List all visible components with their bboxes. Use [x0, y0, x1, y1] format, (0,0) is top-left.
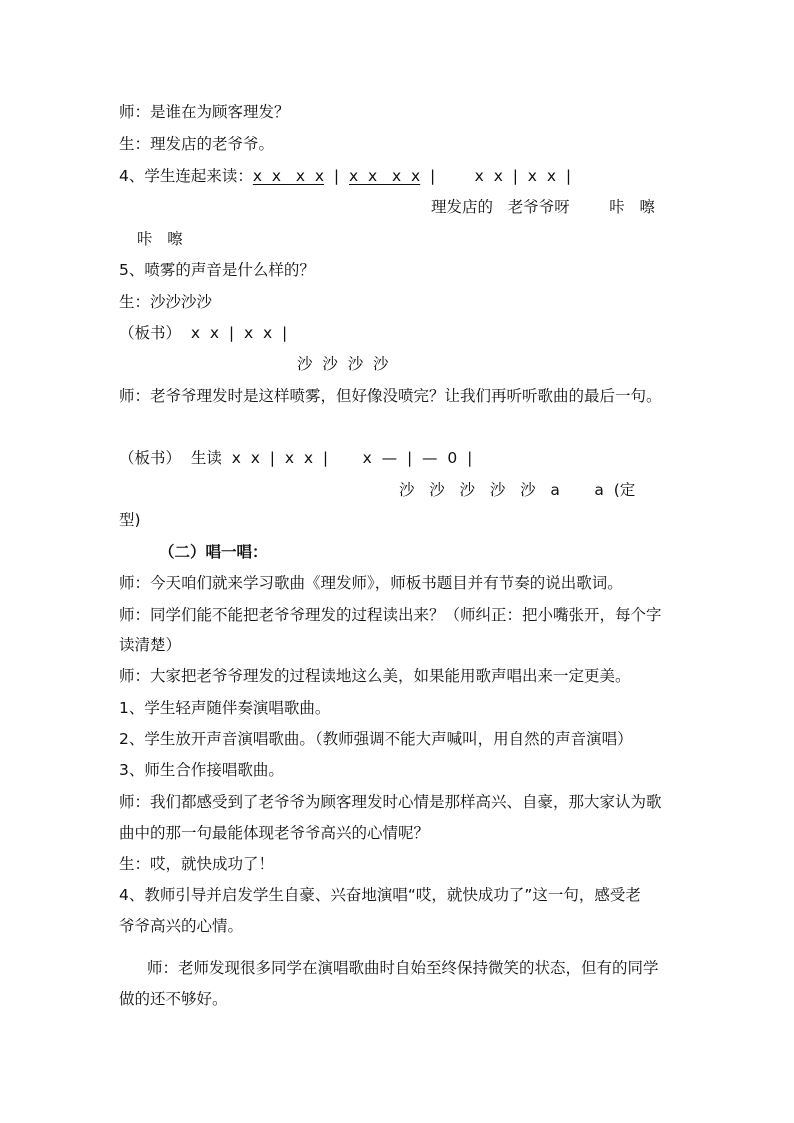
rhythm-underlined-1: x x x x — [252, 167, 325, 185]
rhythm-separator: | — [324, 167, 349, 185]
step-heading: 5、喷雾的声音是什么样的？ — [119, 261, 315, 279]
step-item: 3、师生合作接唱歌曲。 — [119, 761, 284, 779]
step-item: 1、学生轻声随伴奏演唱歌曲。 — [119, 699, 331, 717]
dialogue-student-answer: 生：哎，就快成功了！ — [119, 855, 275, 873]
dialogue-teacher: 师：老师发现很多同学在演唱歌曲时自始至终保持微笑的状态，但有的同学 — [147, 959, 659, 977]
section-heading: （二）唱一唱： — [159, 543, 268, 561]
dialogue-teacher: 师：大家把老爷爷理发的过程读地这么美，如果能用歌声唱出来一定更美。 — [119, 667, 631, 685]
dialogue-student-answer: 生：沙沙沙沙 — [119, 293, 213, 311]
dialogue-teacher-continued: 曲中的那一句最能体现老爷爷高兴的心情呢？ — [119, 824, 430, 842]
dialogue-teacher-continued: 读清楚） — [119, 636, 182, 654]
dialogue-teacher: 师：老爷爷理发时是这样喷雾，但好像没喷完？让我们再听听歌曲的最后一句。 — [119, 387, 662, 405]
blackboard-lyrics: 沙 沙 沙 沙 — [297, 355, 389, 373]
dialogue-teacher: 师：今天咱们就来学习歌曲《理发师》，师板书题目并有节奏的说出歌词。 — [119, 574, 623, 592]
blackboard-rhythm: （板书） 生读 x x | x x | x — | — 0 | — [119, 449, 473, 467]
dialogue-teacher-question: 师：是谁在为顾客理发？ — [119, 103, 290, 121]
step-item-continued: 爷爷高兴的心情。 — [119, 917, 244, 935]
dialogue-student-answer: 生：理发店的老爷爷。 — [119, 135, 275, 153]
blackboard-rhythm: （板书） x x | x x | — [119, 324, 288, 342]
lyrics-line: 理发店的 老爷爷呀 咔 嚓 — [431, 198, 655, 216]
dialogue-teacher: 师：我们都感受到了老爷爷为顾客理发时心情是那样高兴、自豪，那大家认为歌 — [119, 793, 662, 811]
dialogue-teacher-continued: 做的还不够好。 — [119, 990, 228, 1008]
step-item: 4、教师引导并启发学生自豪、兴奋地演唱“哎，就快成功了”这一句，感受老 — [119, 886, 641, 904]
blackboard-lyrics: 沙 沙 沙 沙 沙 a a (定 — [399, 481, 636, 499]
rhythm-underlined-2: x x x x — [349, 167, 421, 185]
step-item: 2、学生放开声音演唱歌曲。（教师强调不能大声喊叫，用自然的声音演唱） — [119, 730, 633, 748]
step-label: 4、学生连起来读： — [119, 167, 253, 185]
dialogue-teacher: 师：同学们能不能把老爷爷理发的过程读出来？（师纠正：把小嘴张开，每个字 — [119, 606, 662, 624]
lyrics-line-continued: 咔 嚓 — [137, 230, 183, 248]
rhythm-reading-line — [119, 166, 571, 186]
rhythm-rest: | x x | x x | — [420, 167, 572, 185]
blackboard-lyrics-continued: 型) — [119, 511, 141, 529]
